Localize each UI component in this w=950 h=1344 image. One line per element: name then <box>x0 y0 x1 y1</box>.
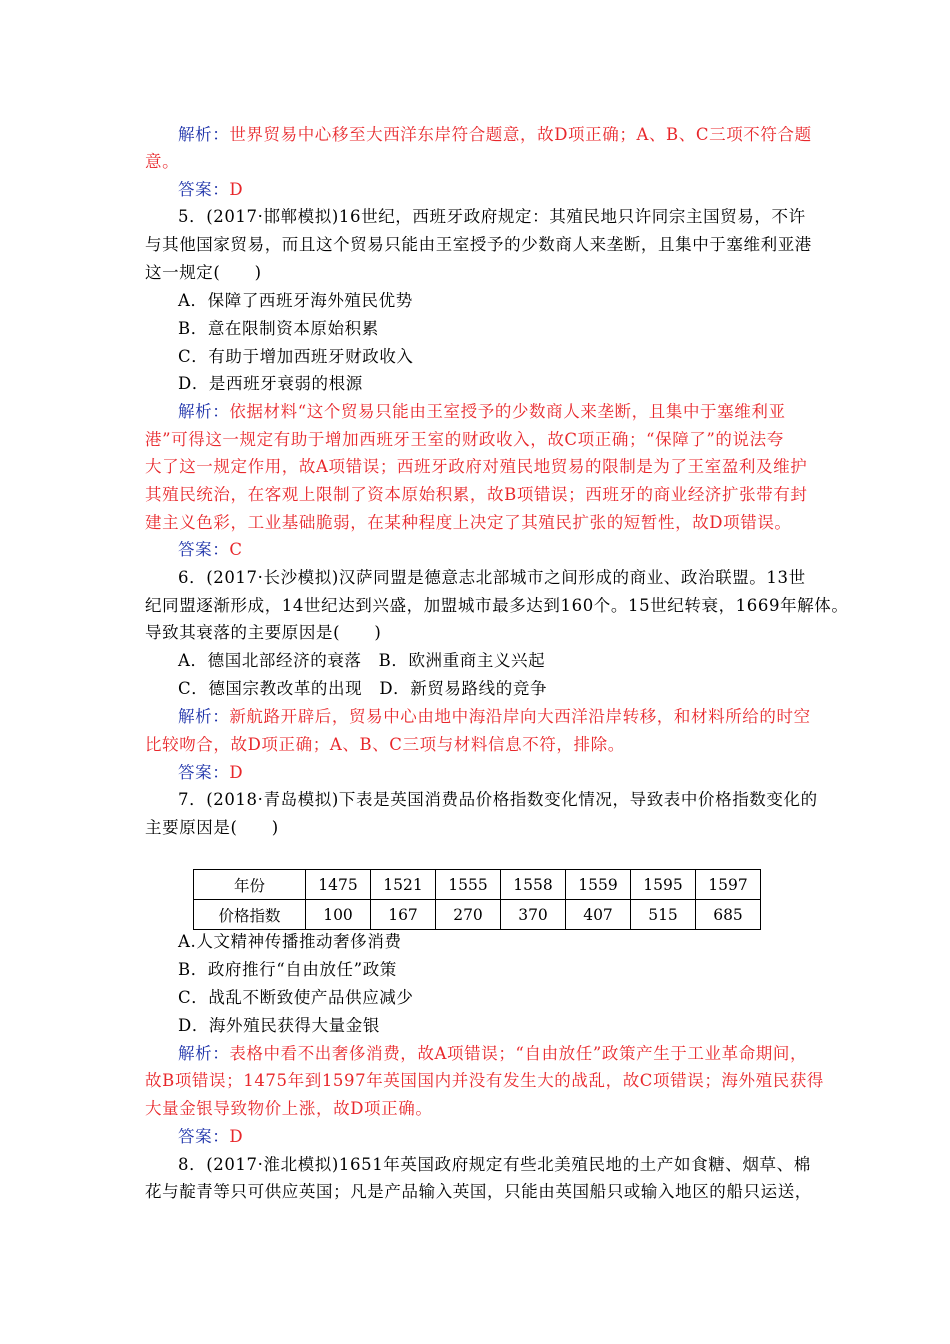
table-cell: 515 <box>631 900 696 930</box>
q7-option-a: A.人文精神传播推动奢侈消费 <box>178 932 402 951</box>
analysis-label: 解析： <box>178 125 230 144</box>
table-row <box>194 900 761 930</box>
q5-answer: 答案：C <box>178 540 243 559</box>
q5-analysis-line-3: 大了这一规定作用，故A项错误；西班牙政府对殖民地贸易的限制是为了王室盈利及维护 <box>145 457 808 476</box>
q4-analysis-line-2: 意。 <box>145 152 180 171</box>
table-cell: 价格指数 <box>194 900 306 930</box>
q7-option-b: B．政府推行“自由放任”政策 <box>178 960 397 979</box>
q7-analysis-line-3: 大量金银导致物价上涨，故D项正确。 <box>145 1099 433 1118</box>
q5-analysis-line-1: 解析：依据材料“这个贸易只能由王室授予的少数商人来垄断，且集中于塞维利亚 <box>178 402 786 421</box>
q5-option-b: B．意在限制资本原始积累 <box>178 319 379 338</box>
q8-stem-line-1: 8．(2017·淮北模拟)1651年英国政府规定有些北美殖民地的土产如食糖、烟草、棉 <box>178 1155 811 1174</box>
table-cell: 1521 <box>371 870 436 900</box>
table-cell: 1558 <box>501 870 566 900</box>
q6-stem-line-2: 纪同盟逐渐形成，14世纪达到兴盛，加盟城市最多达到160个。15世纪转衰，1669年解体。 <box>145 596 849 615</box>
q8-stem-line-2: 花与靛青等只可供应英国；凡是产品输入英国，只能由英国船只或输入地区的船只运送， <box>145 1182 812 1201</box>
q6-options-ab: A．德国北部经济的衰落 B．欧洲重商主义兴起 <box>178 651 546 670</box>
table-header-row <box>194 870 761 900</box>
q4-analysis-line-1: 解析：世界贸易中心移至大西洋东岸符合题意，故D项正确；A、B、C三项不符合题 <box>178 125 812 144</box>
table-cell: 685 <box>696 900 761 930</box>
table-cell: 1475 <box>306 870 371 900</box>
q7-option-d: D．海外殖民获得大量金银 <box>178 1016 380 1035</box>
q5-option-d: D．是西班牙衰弱的根源 <box>178 374 363 393</box>
table-cell: 1595 <box>631 870 696 900</box>
q4-answer: 答案：D <box>178 180 244 199</box>
q6-answer: 答案：D <box>178 763 244 782</box>
q5-option-c: C．有助于增加西班牙财政收入 <box>178 347 414 366</box>
table-cell: 年份 <box>194 870 306 900</box>
q6-analysis-line-2: 比较吻合，故D项正确；A、B、C三项与材料信息不符，排除。 <box>145 735 625 754</box>
q6-stem-line-3: 导致其衰落的主要原因是( ) <box>145 623 382 642</box>
q7-answer: 答案：D <box>178 1127 244 1146</box>
q7-stem-line-1: 7．(2018·青岛模拟)下表是英国消费品价格指数变化情况，导致表中价格指数变化的 <box>178 790 818 809</box>
table-cell: 167 <box>371 900 436 930</box>
table-cell: 1555 <box>436 870 501 900</box>
q6-options-cd: C．德国宗教改革的出现 D．新贸易路线的竞争 <box>178 679 548 698</box>
table-cell: 270 <box>436 900 501 930</box>
q7-option-c: C．战乱不断致使产品供应减少 <box>178 988 414 1007</box>
table-cell: 407 <box>566 900 631 930</box>
q5-option-a: A．保障了西班牙海外殖民优势 <box>178 291 413 310</box>
q7-analysis-line-2: 故B项错误；1475年到1597年英国国内并没有发生大的战乱，故C项错误；海外殖民获得 <box>145 1071 825 1090</box>
q7-analysis-line-1: 解析：表格中看不出奢侈消费，故A项错误；“自由放任”政策产生于工业革命期间， <box>178 1044 808 1063</box>
q5-stem-line-2: 与其他国家贸易，而且这个贸易只能由王室授予的少数商人来垄断，且集中于塞维利亚港 <box>145 235 812 254</box>
table-cell: 1597 <box>696 870 761 900</box>
q7-stem-line-2: 主要原因是( ) <box>145 818 279 837</box>
q5-analysis-line-4: 其殖民统治，在客观上限制了资本原始积累，故B项错误；西班牙的商业经济扩张带有封 <box>145 485 808 504</box>
price-index-table <box>193 869 761 930</box>
q5-stem-line-3: 这一规定( ) <box>145 263 262 282</box>
q5-analysis-line-2: 港”可得这一规定有助于增加西班牙王室的财政收入，故C项正确；“保障了”的说法夸 <box>145 430 784 449</box>
table-cell: 100 <box>306 900 371 930</box>
table-cell: 1559 <box>566 870 631 900</box>
q5-stem-line-1: 5．(2017·邯郸模拟)16世纪，西班牙政府规定：其殖民地只许同宗主国贸易，不许 <box>178 207 806 226</box>
q6-stem-line-1: 6．(2017·长沙模拟)汉萨同盟是德意志北部城市之间形成的商业、政治联盟。13世 <box>178 568 806 587</box>
q5-analysis-line-5: 建主义色彩，工业基础脆弱，在某种程度上决定了其殖民扩张的短暂性，故D项错误。 <box>145 513 792 532</box>
q6-analysis-line-1: 解析：新航路开辟后，贸易中心由地中海沿岸向大西洋沿岸转移，和材料所给的时空 <box>178 707 811 726</box>
table-cell: 370 <box>501 900 566 930</box>
